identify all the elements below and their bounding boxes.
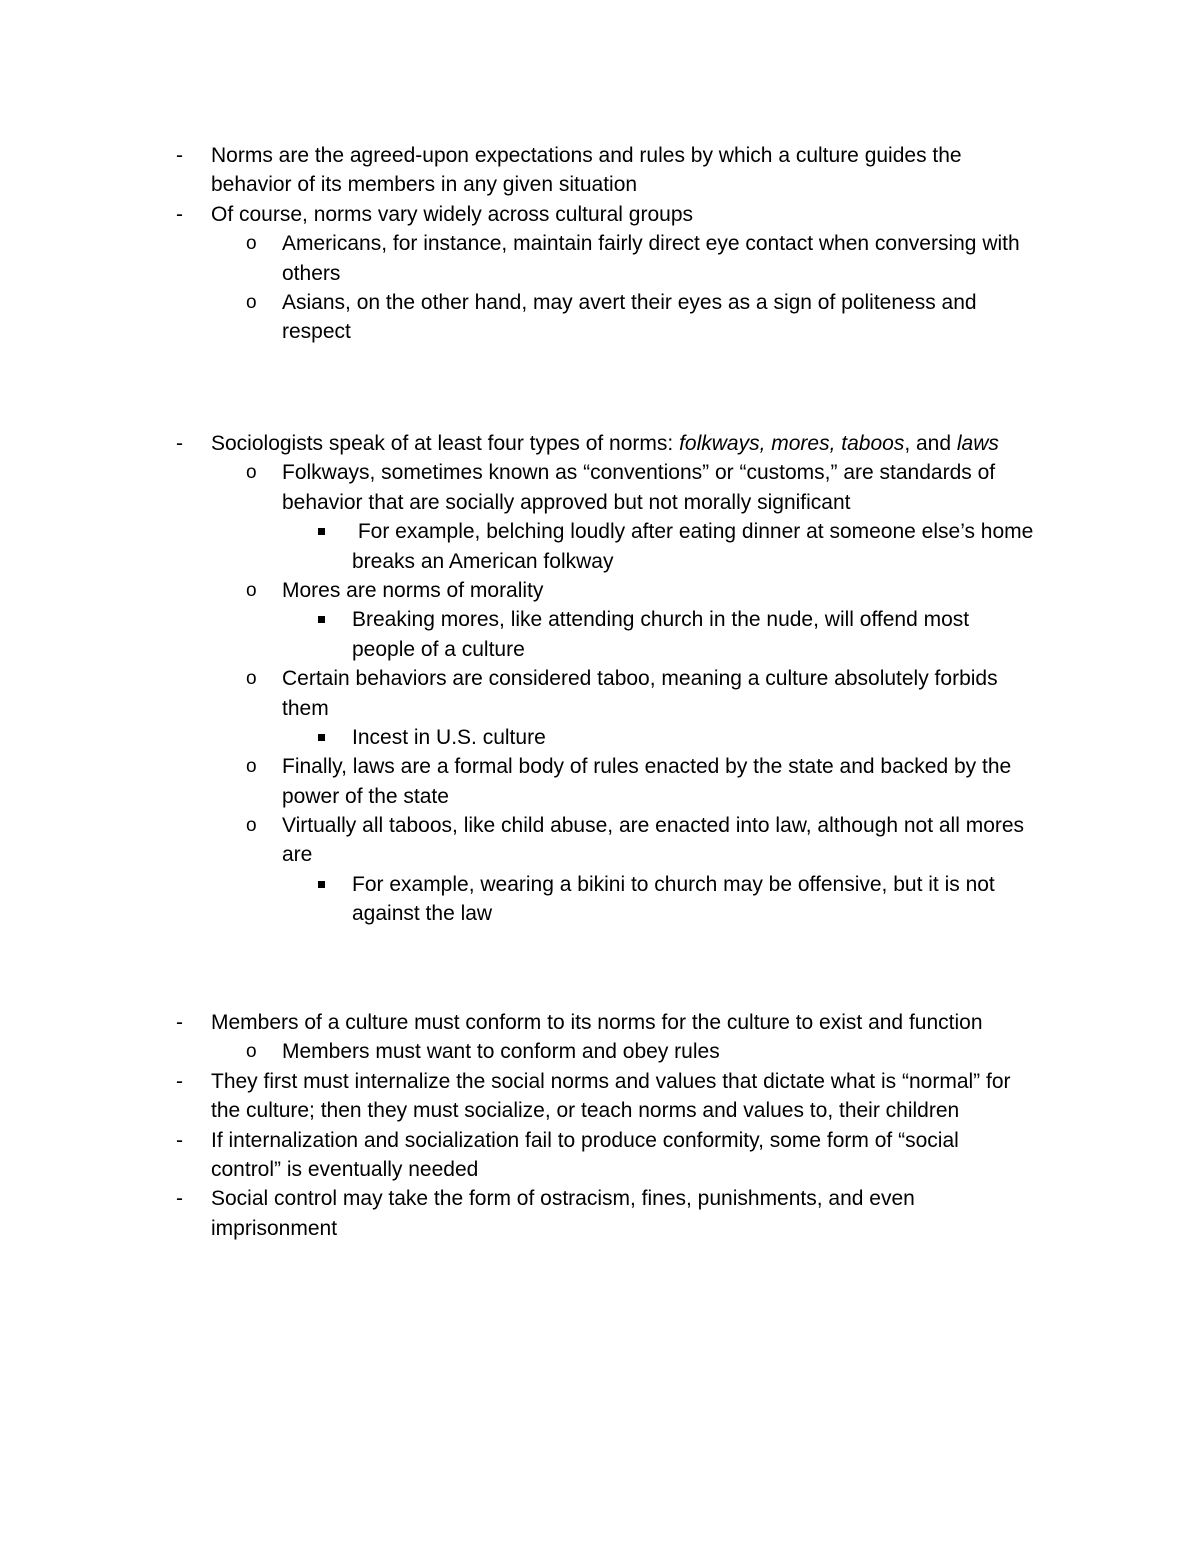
list-item-text: If internalization and socialization fail to produce conformity, some form of “social (211, 1128, 959, 1152)
dash-bullet: - (176, 1187, 183, 1211)
sub-list-item (0, 576, 1200, 605)
circle-bullet: o (246, 756, 257, 778)
sub-sub-list-item (0, 870, 1200, 899)
intro-italic-terms: folkways, mores, taboos (679, 432, 905, 455)
list-item-text: They first must internalize the social norms and values that dictate what is “normal” for (211, 1069, 1011, 1093)
list-item-text: Norms are the agreed-upon expectations and rules by which a culture guides the (211, 144, 962, 167)
sub-list-item (0, 458, 1200, 487)
list-item-text: others (282, 261, 341, 285)
list-item (0, 200, 1200, 229)
list-item-text: Folkways, sometimes known as “conventions” or “customs,” are standards of (282, 461, 996, 485)
sub-list-item (0, 664, 1200, 693)
list-item-text: Mores are norms of morality (282, 578, 544, 602)
list-item-text: Americans, for instance, maintain fairly direct eye contact when conversing with (282, 232, 1020, 256)
dash-bullet: - (176, 144, 183, 167)
dash-bullet: - (176, 1011, 183, 1034)
dash-bullet: - (176, 202, 183, 226)
list-item-text: people of a culture (352, 637, 525, 661)
circle-bullet: o (246, 579, 257, 601)
list-item (0, 1008, 1200, 1037)
list-item-text: behavior that are socially approved but not morally significant (282, 490, 851, 514)
dash-bullet: - (176, 432, 183, 455)
list-item (0, 141, 1200, 170)
list-item-text: behavior of its members in any given situation (211, 173, 638, 197)
sub-list-item-continuation (0, 259, 1200, 288)
sub-list-item (0, 229, 1200, 258)
circle-bullet: o (246, 462, 257, 484)
sub-sub-list-item (0, 517, 1200, 546)
sub-list-item-continuation (0, 317, 1200, 346)
list-item (0, 1126, 1200, 1155)
list-item-text: control” is eventually needed (211, 1157, 479, 1181)
intro-italic-laws: laws (956, 432, 999, 455)
circle-bullet: o (246, 668, 257, 690)
list-item-text: Members of a culture must conform to its norms for the culture to exist and function (211, 1011, 983, 1034)
sub-list-item (0, 288, 1200, 317)
list-item-continuation (0, 1155, 1200, 1184)
list-item-text: Incest in U.S. culture (352, 725, 546, 749)
list-item (0, 429, 1200, 458)
intro-conjunction: , and (904, 432, 957, 455)
list-item-text: Finally, laws are a formal body of rules enacted by the state and backed by the (282, 755, 1012, 779)
circle-bullet: o (246, 233, 257, 255)
list-item-text: against the law (352, 902, 493, 926)
circle-bullet: o (246, 1041, 257, 1063)
square-bullet-icon (318, 881, 325, 888)
list-item-text: breaks an American folkway (352, 549, 614, 573)
dash-bullet: - (176, 1128, 183, 1152)
sub-sub-list-item (0, 605, 1200, 634)
sub-list-item (0, 752, 1200, 781)
sub-sub-list-item-continuation (0, 547, 1200, 576)
circle-bullet: o (246, 815, 257, 837)
list-item-text: Members must want to conform and obey rules (282, 1040, 720, 1064)
sub-list-item (0, 1037, 1200, 1066)
list-item-text: For example, belching loudly after eating dinner at someone else’s home (352, 520, 1034, 544)
sub-sub-list-item-continuation (0, 899, 1200, 928)
sub-list-item-continuation (0, 694, 1200, 723)
list-item-text (211, 429, 999, 458)
list-item-continuation (0, 170, 1200, 199)
section-types-of-norms (0, 429, 1200, 929)
square-bullet-icon (318, 734, 325, 741)
list-item-text: Certain behaviors are considered taboo, meaning a culture absolutely forbids (282, 667, 998, 691)
sub-sub-list-item (0, 723, 1200, 752)
list-item-continuation (0, 1096, 1200, 1125)
list-item-text: Asians, on the other hand, may avert their eyes as a sign of politeness and (282, 290, 977, 314)
list-item-text: Of course, norms vary widely across cultural groups (211, 202, 694, 226)
list-item-text: them (282, 696, 329, 720)
sub-sub-list-item-continuation (0, 635, 1200, 664)
list-item-text: Breaking mores, like attending church in the nude, will offend most (352, 608, 970, 632)
list-item-text: Social control may take the form of ostracism, fines, punishments, and even (211, 1187, 915, 1211)
sub-list-item-continuation (0, 488, 1200, 517)
square-bullet-icon (318, 528, 325, 535)
dash-bullet: - (176, 1069, 183, 1093)
list-item-continuation (0, 1214, 1200, 1243)
list-item-text: power of the state (282, 784, 449, 808)
circle-bullet: o (246, 291, 257, 313)
square-bullet-icon (318, 616, 325, 623)
list-item-text: Virtually all taboos, like child abuse, are enacted into law, although not all mores (282, 814, 1025, 838)
list-item (0, 1184, 1200, 1213)
sub-list-item-continuation (0, 840, 1200, 869)
list-item (0, 1067, 1200, 1096)
list-item-text: imprisonment (211, 1216, 338, 1240)
list-item-text: For example, wearing a bikini to church may be offensive, but it is not (352, 872, 995, 896)
list-item-text: the culture; then they must socialize, or teach norms and values to, their children (211, 1099, 960, 1123)
list-item-text: respect (282, 320, 351, 344)
intro-prefix: Sociologists speak of at least four types of norms: (211, 432, 680, 455)
section-conformity (0, 1008, 1200, 1243)
list-item-text: are (282, 843, 313, 867)
sub-list-item (0, 811, 1200, 840)
section-norms-definition (0, 141, 1200, 347)
sub-list-item-continuation (0, 782, 1200, 811)
